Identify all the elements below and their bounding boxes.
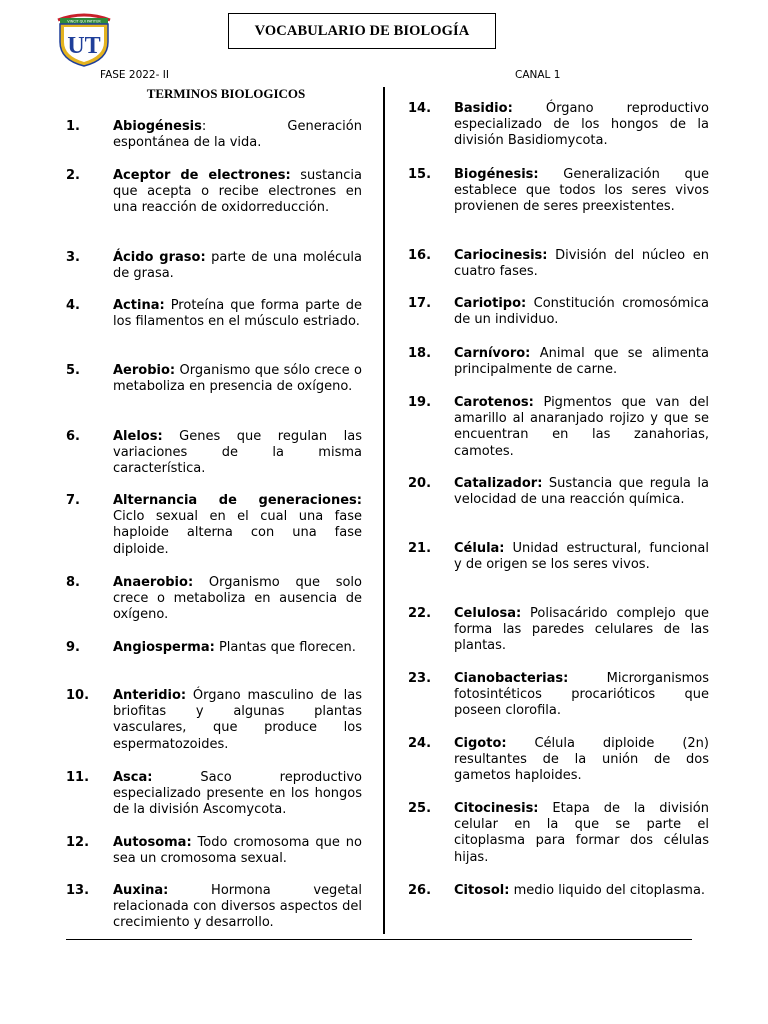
entry-definition: Microrganismos fotosintéticos procarióticos que poseen clorofila. (454, 671, 709, 719)
entry-number: 19. (408, 395, 432, 410)
entry-text (454, 801, 709, 866)
entry-term: Abiogénesis (113, 119, 202, 134)
svg-text:UT: UT (67, 33, 101, 59)
entry-number: 15. (408, 167, 432, 182)
entry-definition: Todo cromosoma que no sea un cromosoma sexual. (113, 835, 362, 867)
entry-text (113, 770, 362, 819)
entry-text (113, 429, 362, 478)
entry-definition: Órgano masculino de las briofitas y algunas plantas vasculares, que produce los espermatozoides. (113, 688, 362, 752)
column-divider (383, 87, 385, 934)
entry-term: Carnívoro: (454, 346, 531, 361)
entry-text (454, 395, 709, 460)
entry-definition: División del núcleo en cuatro fases. (454, 248, 709, 280)
entry-term: Citocinesis: (454, 801, 539, 816)
entry-definition: Proteína que forma parte de los filamentos en el músculo estriado. (113, 298, 362, 330)
entry-text (454, 606, 709, 655)
bottom-rule (66, 939, 692, 940)
entry-term: Anaerobio: (113, 575, 194, 590)
svg-text:VINCIT QUI PATITUR: VINCIT QUI PATITUR (67, 19, 101, 24)
entry-text (113, 493, 362, 558)
entry-text (454, 883, 709, 899)
entry-number: 21. (408, 541, 432, 556)
entry-number: 7. (66, 493, 80, 508)
entry-definition: Unidad estructural, funcional y de origen se los seres vivos. (454, 541, 709, 573)
entry-definition: medio liquido del citoplasma. (509, 883, 706, 898)
entry-number: 26. (408, 883, 432, 898)
section-subtitle: TERMINOS BIOLOGICOS (146, 86, 306, 101)
entry-definition: Saco reproductivo especializado presente en los hongos de la división Ascomycota. (113, 770, 362, 818)
entry-number: 22. (408, 606, 432, 621)
entry-number: 24. (408, 736, 432, 751)
entry-term: Célula: (454, 541, 505, 556)
entry-definition: sustancia que acepta o recibe electrones en una reacción de oxidorreducción. (113, 168, 363, 216)
entry-term: Autosoma: (113, 835, 192, 850)
entry-term: Alelos: (113, 429, 163, 444)
entry-term: Catalizador: (454, 476, 543, 491)
entry-text (454, 101, 709, 150)
entry-term: Ácido graso: (113, 250, 206, 265)
entry-definition: parte de una molécula de grasa. (113, 250, 363, 282)
entry-text (454, 167, 709, 216)
entry-definition: Sustancia que regula la velocidad de una reacción química. (454, 476, 709, 508)
entry-number: 3. (66, 250, 80, 265)
entry-number: 9. (66, 640, 80, 655)
entry-definition: Constitución cromosómica de un individuo. (454, 296, 709, 328)
entry-text (454, 541, 709, 573)
canal-label: CANAL 1 (515, 69, 561, 81)
entry-number: 20. (408, 476, 432, 491)
entry-definition: Ciclo sexual en el cual una fase haploide alterna con una fase diploide. (113, 509, 362, 557)
entry-definition: Pigmentos que van del amarillo al anaranjado rojizo y que se encuentran en las zanahorias, camotes. (454, 395, 709, 459)
entry-text (454, 476, 709, 508)
entry-number: 23. (408, 671, 432, 686)
entry-term: Actina: (113, 298, 165, 313)
entry-definition: Órgano reproductivo especializado de los hongos de la división Basidiomycota. (454, 101, 709, 149)
entry-definition: Genes que regulan las variaciones de la misma característica. (113, 429, 362, 477)
entry-number: 13. (66, 883, 90, 898)
entry-text (454, 296, 709, 328)
entry-number: 5. (66, 363, 80, 378)
entry-text (113, 835, 362, 867)
entry-term: Cariocinesis: (454, 248, 548, 263)
entry-term: Aerobio: (113, 363, 176, 378)
entry-number: 10. (66, 688, 90, 703)
entry-text (113, 168, 362, 217)
entry-term: Cigoto: (454, 736, 507, 751)
entry-text (113, 640, 362, 656)
entry-number: 17. (408, 296, 432, 311)
entry-term: Angiosperma: (113, 640, 215, 655)
entry-term: Carotenos: (454, 395, 534, 410)
document-title-text: VOCABULARIO DE BIOLOGÍA (254, 22, 470, 39)
entry-number: 18. (408, 346, 432, 361)
entry-term: Auxina: (113, 883, 169, 898)
entry-number: 8. (66, 575, 80, 590)
entry-definition: Polisacárido complejo que forma las paredes celulares de las plantas. (454, 606, 709, 654)
entry-term: Cariotipo: (454, 296, 527, 311)
entry-term: Cianobacterias: (454, 671, 569, 686)
entry-number: 12. (66, 835, 90, 850)
entry-text (113, 575, 362, 624)
entry-term: Anteridio: (113, 688, 187, 703)
entry-text (454, 248, 709, 280)
entry-number: 2. (66, 168, 80, 183)
entry-definition: Generalización que establece que todos los seres vivos provienen de seres preexistentes. (454, 167, 709, 215)
entry-text (113, 250, 362, 282)
entry-text (454, 736, 709, 785)
entry-number: 6. (66, 429, 80, 444)
entry-text (113, 119, 362, 151)
entry-text (113, 688, 362, 753)
entry-definition: Hormona vegetal relacionada con diversos aspectos del crecimiento y desarrollo. (113, 883, 362, 931)
entry-text (454, 346, 709, 378)
entry-number: 25. (408, 801, 432, 816)
entry-term: Asca: (113, 770, 153, 785)
entry-term: Celulosa: (454, 606, 522, 621)
entry-term: Biogénesis: (454, 167, 539, 182)
entry-definition: Etapa de la división celular en la que se parte el citoplasma para formar dos células hijas. (454, 801, 709, 865)
entry-term: Citosol: (454, 883, 510, 898)
entry-text (113, 883, 362, 932)
entry-text (113, 363, 362, 395)
fase-label: FASE 2022- II (100, 69, 169, 81)
entry-number: 4. (66, 298, 80, 313)
entry-term: Aceptor de electrones: (113, 168, 291, 183)
entry-text (113, 298, 362, 330)
entry-definition: Célula diploide (2n) resultantes de la unión de dos gametos haploides. (454, 736, 709, 784)
entry-definition: Animal que se alimenta principalmente de carne. (454, 346, 709, 378)
document-title (228, 13, 496, 49)
entry-term: Basidio: (454, 101, 513, 116)
entry-number: 1. (66, 119, 80, 134)
entry-number: 16. (408, 248, 432, 263)
entry-definition: Organismo que sólo crece o metaboliza en presencia de oxígeno. (113, 363, 362, 395)
entry-term: Alternancia de generaciones: (113, 493, 362, 508)
entry-definition: Plantas que florecen. (214, 640, 356, 655)
entry-number: 11. (66, 770, 90, 785)
entry-text (454, 671, 709, 720)
entry-number: 14. (408, 101, 432, 116)
entry-definition: : Generación espontánea de la vida. (113, 119, 362, 151)
entry-definition: Organismo que solo crece o metaboliza en ausencia de oxígeno. (113, 575, 362, 623)
school-logo (52, 8, 116, 68)
